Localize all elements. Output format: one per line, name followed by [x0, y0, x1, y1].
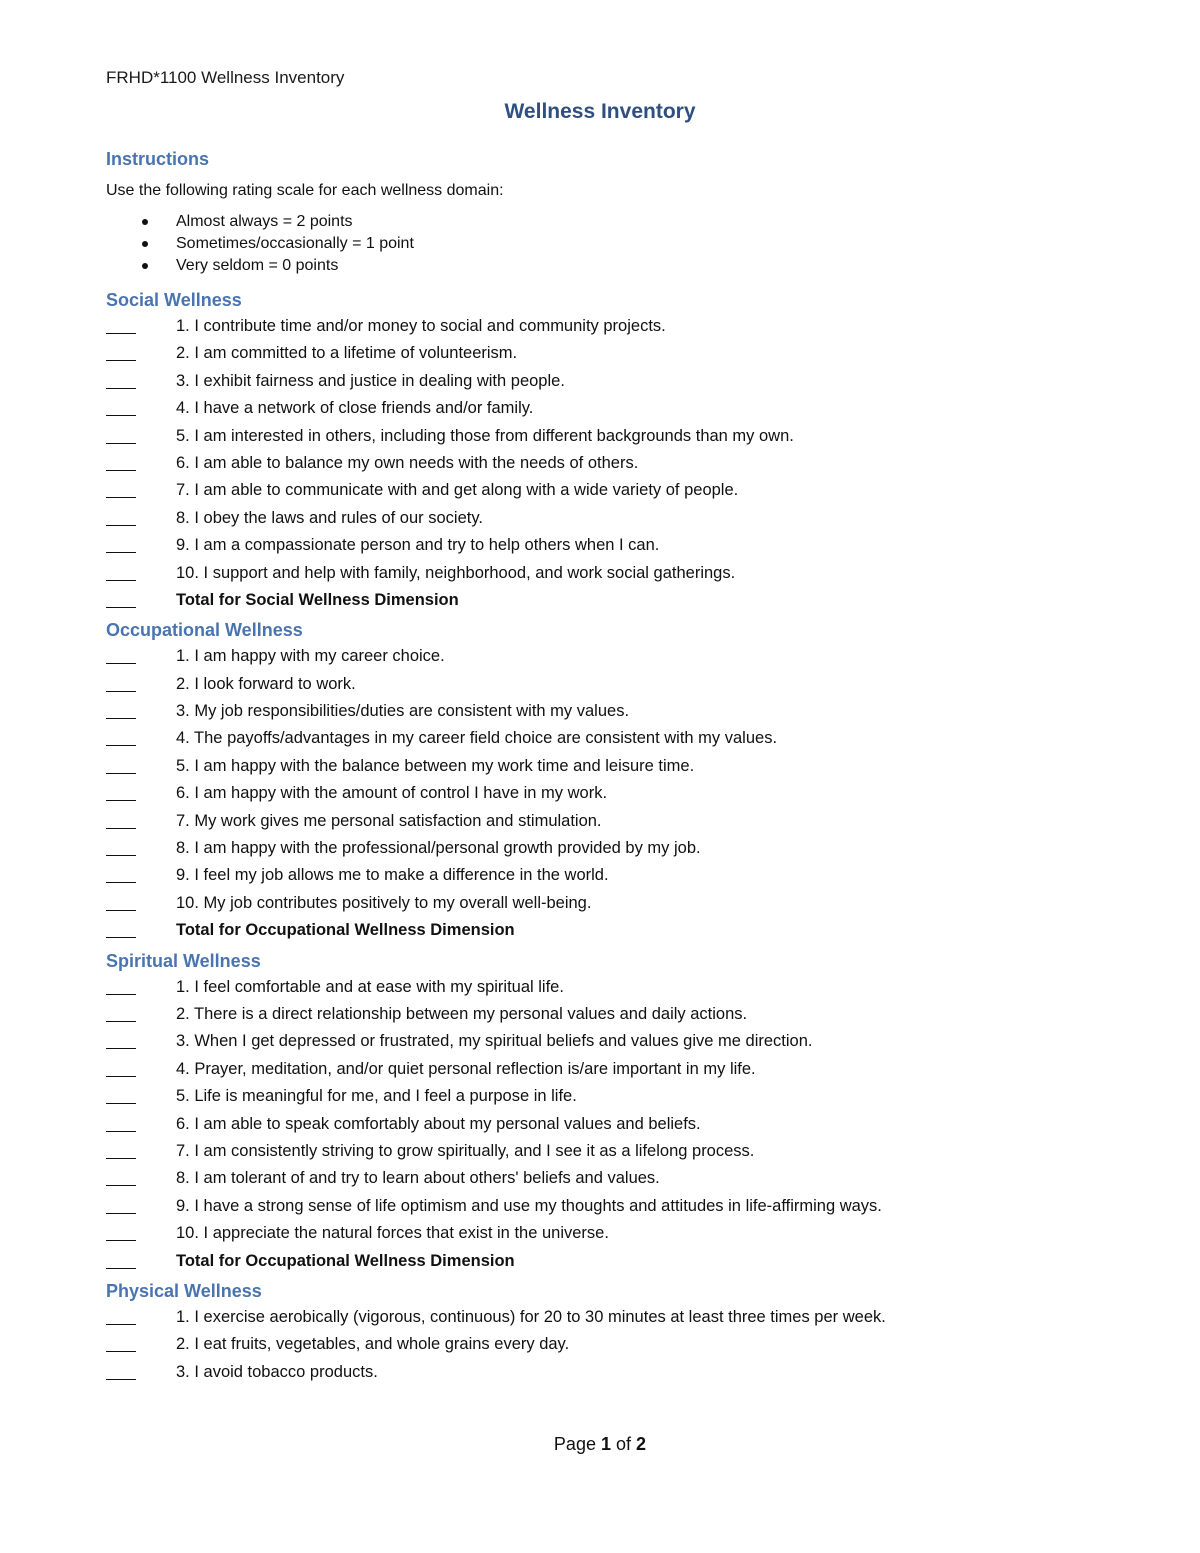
section-total-row — [106, 917, 1106, 944]
inventory-item — [106, 477, 1106, 504]
score-blank[interactable] — [106, 828, 136, 829]
inventory-item-text: 4. The payoffs/advantages in my career field choice are consistent with my values. — [176, 729, 778, 748]
inventory-item-text: 1. I am happy with my career choice. — [176, 647, 445, 666]
section-total-label: Total for Occupational Wellness Dimension — [176, 921, 515, 940]
document-body — [106, 140, 1106, 1386]
score-blank[interactable] — [106, 333, 136, 334]
inventory-item — [106, 974, 1106, 1001]
inventory-item — [106, 1331, 1106, 1358]
inventory-item — [106, 643, 1106, 670]
wellness-sections — [106, 287, 1106, 1386]
score-blank[interactable] — [106, 443, 136, 444]
document-title: Wellness Inventory — [504, 100, 696, 123]
score-blank[interactable] — [106, 415, 136, 416]
inventory-item-text: 6. I am able to balance my own needs with the needs of others. — [176, 453, 639, 472]
score-blank[interactable] — [106, 388, 136, 389]
score-blank[interactable] — [106, 1240, 136, 1241]
page-footer — [0, 1434, 1200, 1455]
inventory-item — [106, 862, 1106, 889]
score-blank[interactable] — [106, 773, 136, 774]
inventory-item-text: 6. I am happy with the amount of control I have in my work. — [176, 784, 608, 803]
inventory-item-text: 5. I am interested in others, including those from different backgrounds than my own. — [176, 426, 794, 445]
inventory-item-text: 3. My job responsibilities/duties are consistent with my values. — [176, 702, 630, 721]
score-blank[interactable] — [106, 1379, 136, 1380]
rating-scale-list — [106, 211, 1106, 277]
score-blank[interactable] — [106, 1103, 136, 1104]
page-current: 1 — [600, 1434, 611, 1454]
inventory-item-text: 2. I am committed to a lifetime of volunteerism. — [176, 344, 518, 363]
score-blank[interactable] — [106, 718, 136, 719]
inventory-item-text: 8. I obey the laws and rules of our society. — [176, 508, 483, 527]
inventory-item-text: 1. I exercise aerobically (vigorous, continuous) for 20 to 30 minutes at least three times per week. — [176, 1307, 886, 1326]
inventory-item-text: 10. I appreciate the natural forces that exist in the universe. — [176, 1224, 609, 1243]
inventory-item-text: 4. I have a network of close friends and/or family. — [176, 399, 534, 418]
score-blank[interactable] — [106, 1021, 136, 1022]
score-blank[interactable] — [106, 1131, 136, 1132]
page-total: 2 — [636, 1434, 647, 1454]
inventory-item-text: 10. I support and help with family, neighborhood, and work social gatherings. — [176, 563, 736, 582]
section-total-row — [106, 587, 1106, 614]
inventory-item-text: 6. I am able to speak comfortably about my personal values and beliefs. — [176, 1114, 701, 1133]
inventory-item-text: 4. Prayer, meditation, and/or quiet personal reflection is/are important in my life. — [176, 1059, 756, 1078]
score-blank[interactable] — [106, 1213, 136, 1214]
inventory-item — [106, 1111, 1106, 1138]
inventory-item — [106, 1138, 1106, 1165]
inventory-item — [106, 423, 1106, 450]
inventory-item — [106, 313, 1106, 340]
score-blank[interactable] — [106, 497, 136, 498]
inventory-item — [106, 753, 1106, 780]
page-label: Page — [553, 1434, 596, 1454]
section-heading: Occupational Wellness — [106, 620, 303, 641]
inventory-item-text: 10. My job contributes positively to my overall well-being. — [176, 893, 592, 912]
inventory-item-text: 5. Life is meaningful for me, and I feel a purpose in life. — [176, 1087, 577, 1106]
score-blank[interactable] — [106, 1324, 136, 1325]
rating-scale-label: Sometimes/occasionally = 1 point — [176, 235, 414, 252]
inventory-item — [106, 780, 1106, 807]
inventory-item-text: 2. I look forward to work. — [176, 674, 356, 693]
inventory-item — [106, 340, 1106, 367]
score-blank[interactable] — [106, 552, 136, 553]
inventory-item — [106, 671, 1106, 698]
inventory-item-text: 3. I avoid tobacco products. — [176, 1362, 378, 1381]
inventory-item-text: 3. When I get depressed or frustrated, my spiritual beliefs and values give me direction. — [176, 1032, 813, 1051]
inventory-item-text: 5. I am happy with the balance between my work time and leisure time. — [176, 756, 695, 775]
inventory-item-text: 7. I am able to communicate with and get along with a wide variety of people. — [176, 481, 739, 500]
score-blank[interactable] — [106, 663, 136, 664]
bullet-icon — [142, 219, 148, 225]
inventory-item-text: 9. I feel my job allows me to make a difference in the world. — [176, 866, 609, 885]
score-blank[interactable] — [106, 1351, 136, 1352]
inventory-item — [106, 1056, 1106, 1083]
instructions-heading: Instructions — [106, 149, 210, 169]
score-blank[interactable] — [106, 855, 136, 856]
rating-scale-item — [106, 211, 1106, 233]
inventory-item — [106, 395, 1106, 422]
score-blank[interactable] — [106, 691, 136, 692]
section-total-row — [106, 1248, 1106, 1275]
section-heading: Spiritual Wellness — [106, 950, 261, 971]
inventory-item — [106, 1165, 1106, 1192]
section-heading: Social Wellness — [106, 290, 242, 310]
inventory-item — [106, 1359, 1106, 1386]
inventory-item-text: 3. I exhibit fairness and justice in dealing with people. — [176, 371, 565, 390]
inventory-item — [106, 450, 1106, 477]
rating-scale-item — [106, 233, 1106, 255]
total-score-blank[interactable] — [106, 607, 136, 608]
inventory-item — [106, 560, 1106, 587]
score-blank[interactable] — [106, 1048, 136, 1049]
bullet-icon — [142, 241, 148, 247]
score-blank[interactable] — [106, 745, 136, 746]
section-total-label: Total for Occupational Wellness Dimension — [176, 1251, 515, 1270]
running-header: FRHD*1100 Wellness Inventory — [106, 68, 345, 87]
inventory-item-text: 9. I am a compassionate person and try to help others when I can. — [176, 536, 660, 555]
inventory-item — [106, 1001, 1106, 1028]
total-score-blank[interactable] — [106, 937, 136, 938]
inventory-item — [106, 368, 1106, 395]
score-blank[interactable] — [106, 360, 136, 361]
inventory-item — [106, 890, 1106, 917]
inventory-item — [106, 505, 1106, 532]
inventory-item — [106, 1193, 1106, 1220]
inventory-item-text: 2. I eat fruits, vegetables, and whole grains every day. — [176, 1335, 570, 1354]
score-blank[interactable] — [106, 1185, 136, 1186]
inventory-item-text: 8. I am happy with the professional/personal growth provided by my job. — [176, 839, 701, 858]
bullet-icon — [142, 263, 148, 269]
inventory-item — [106, 698, 1106, 725]
instructions-text: Use the following rating scale for each wellness domain: — [106, 182, 504, 199]
inventory-item-text: 7. I am consistently striving to grow spiritually, and I see it as a lifelong process. — [176, 1141, 755, 1160]
score-blank[interactable] — [106, 882, 136, 883]
score-blank[interactable] — [106, 1076, 136, 1077]
page-of-label: of — [616, 1434, 632, 1454]
inventory-item — [106, 1304, 1106, 1331]
inventory-item-text: 2. There is a direct relationship between my personal values and daily actions. — [176, 1004, 748, 1023]
inventory-item — [106, 532, 1106, 559]
score-blank[interactable] — [106, 910, 136, 911]
inventory-item-text: 8. I am tolerant of and try to learn about others' beliefs and values. — [176, 1169, 660, 1188]
total-score-blank[interactable] — [106, 1268, 136, 1269]
inventory-item — [106, 725, 1106, 752]
inventory-item-text: 7. My work gives me personal satisfaction and stimulation. — [176, 811, 602, 830]
inventory-item-text: 1. I contribute time and/or money to social and community projects. — [176, 317, 666, 335]
rating-scale-item — [106, 255, 1106, 277]
inventory-item — [106, 808, 1106, 835]
inventory-item-text: 1. I feel comfortable and at ease with my spiritual life. — [176, 977, 564, 996]
rating-scale-label: Very seldom = 0 points — [176, 257, 339, 274]
inventory-item-text: 9. I have a strong sense of life optimism and use my thoughts and attitudes in life-affirming ways. — [176, 1196, 882, 1215]
rating-scale-label: Almost always = 2 points — [176, 213, 353, 230]
section-heading: Physical Wellness — [106, 1280, 262, 1301]
score-blank[interactable] — [106, 1158, 136, 1159]
score-blank[interactable] — [106, 994, 136, 995]
score-blank[interactable] — [106, 800, 136, 801]
section-total-label: Total for Social Wellness Dimension — [176, 590, 459, 609]
score-blank[interactable] — [106, 580, 136, 581]
inventory-item — [106, 1028, 1106, 1055]
score-blank[interactable] — [106, 470, 136, 471]
score-blank[interactable] — [106, 525, 136, 526]
inventory-item — [106, 835, 1106, 862]
inventory-item — [106, 1083, 1106, 1110]
inventory-item — [106, 1220, 1106, 1247]
